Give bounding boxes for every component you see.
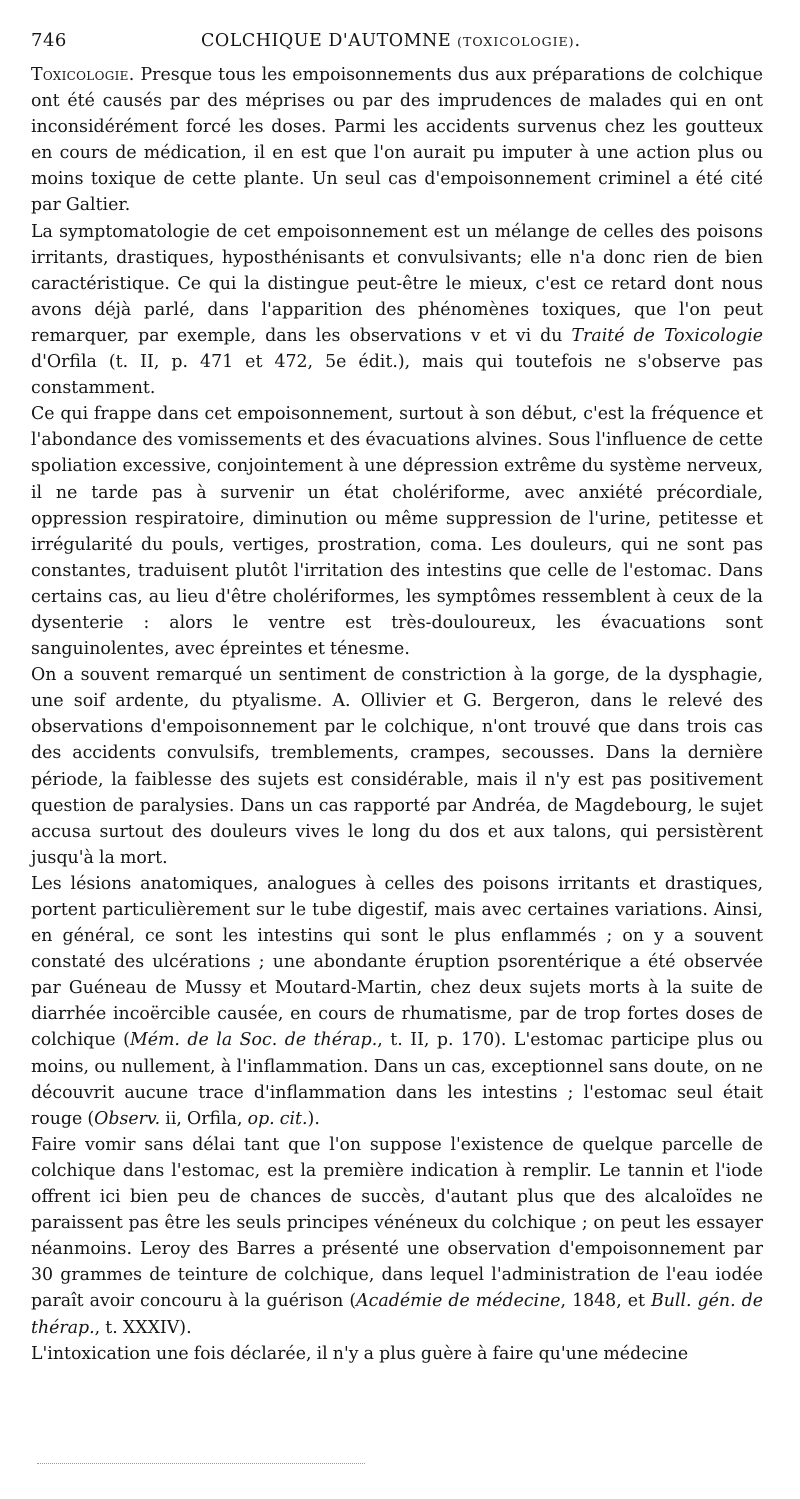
- paragraph-traitement: [31, 1132, 763, 1341]
- running-head: [31, 30, 763, 60]
- paragraph-text: , t. XXXIV).: [94, 1317, 192, 1338]
- running-title-end: .: [574, 31, 581, 51]
- body-text: [31, 62, 763, 1367]
- italic-reference: Mém. de la Soc. de thérap.: [129, 1030, 378, 1051]
- section-lead-word: Toxicologie.: [31, 65, 135, 85]
- paragraph-text: Faire vomir sans délai tant que l'on suppose l'existence de quelque parcelle de colchique dans l'estomac, est la première indication à remplir. Le tannin et l'iode offrent ici bien peu de chances de succès, d'autant plus que des alcaloïdes ne paraissent pas être les seuls principes vénéneux du colchique ; on peut les essayer néanmoins. Leroy des Barres a présenté une observation d'empoisonnement par 30 grammes de teinture de colchique, dans lequel l'administration de l'eau iodée paraît avoir concouru à la guérison (: [31, 1134, 763, 1312]
- italic-reference: Bull. gén. de thérap.: [31, 1291, 763, 1338]
- paragraph-toxicologie: [31, 62, 763, 219]
- paragraph-text: L'intoxication une fois déclarée, il n'y a plus guère à faire qu'une médecine: [31, 1343, 689, 1364]
- paragraph-constriction: [31, 662, 763, 871]
- paragraph-text: La symptomatologie de cet empoisonnement est un mélange de celles des poisons irritants, drastiques, hyposthénisants et convulsivants; elle n'a donc rien de bien caractéristique. Ce qui la distingue peut-être le mieux, c'est ce retard dont nous avons déjà parlé, dans l'apparition des phénomènes toxiques, que l'on peut remarquer, par exemple, dans les observations v et vi du: [31, 221, 763, 346]
- paragraph-text: Ce qui frappe dans cet empoisonnement, surtout à son début, c'est la fréquence et l'abondance des vomissements et des évacuations alvines. Sous l'influence de cette spoliation excessive, conjointement à une dépression extrême du système nerveux, il ne tarde pas à survenir un état cholériforme, avec anxiété précordiale, oppression respiratoire, diminution ou même suppression de l'urine, petitesse et irrégularité du pouls, vertiges, prostration, coma. Les douleurs, qui ne sont pas constantes, traduisent plutôt l'irritation des intestins que celle de l'estomac. Dans certains cas, au lieu d'être cholériformes, les symptômes ressemblent à ceux de la dysenterie : alors le ventre est très-douloureux, les évacuations sont sanguinolentes, avec épreintes et ténesme.: [31, 404, 763, 660]
- running-title-section: (TOXICOLOGIE): [457, 34, 575, 49]
- footer-rule: [37, 1463, 365, 1464]
- paragraph-text: Presque tous les empoisonnements dus aux préparations de colchique ont été causés par des méprises ou par des imprudences de malades qui en ont inconsidérément forcé les doses. Parmi les accidents survenus chez les goutteux en cours de médication, il en est que l'on aurait pu imputer à une action plus ou moins toxique de cette plante. Un seul cas d'empoisonnement criminel a été cité par Galtier.: [31, 65, 763, 216]
- page-number: 746: [31, 30, 67, 51]
- italic-reference: Observ.: [94, 1108, 161, 1129]
- paragraph-symptomatologie: [31, 219, 763, 402]
- italic-reference: op. cit.: [247, 1108, 308, 1129]
- paragraph-lesions: [31, 871, 763, 1132]
- running-title: [201, 31, 763, 51]
- paragraph-intoxication: [31, 1341, 763, 1367]
- paragraph-text: , 1848, et: [560, 1291, 651, 1312]
- paragraph-text: , t. II, p. 170). L'estomac participe plus ou moins, ou nullement, à l'inflammation. Dans un cas, exceptionnel sans doute, on ne découvrit aucune trace d'inflammation dans les intestins ; l'estomac seul était rouge (: [31, 1030, 763, 1129]
- italic-reference: Traité de Toxicologie: [571, 325, 764, 346]
- paragraph-text: On a souvent remarqué un sentiment de constriction à la gorge, de la dysphagie, une soif ardente, du ptyalisme. A. Ollivier et G. Bergeron, dans le relevé des observations d'empoisonnement par le colchique, n'ont trouvé que dans trois cas des accidents convulsifs, tremblements, crampes, secousses. Dans la dernière période, la faiblesse des sujets est considérable, mais il n'y est pas positivement question de paralysies. Dans un cas rapporté par Andréa, de Magdebourg, le sujet accusa surtout des douleurs vives le long du dos et aux talons, qui persistèrent jusqu'à la mort.: [31, 665, 763, 868]
- italic-reference: Académie de médecine: [356, 1291, 561, 1312]
- paragraph-text: ).: [307, 1108, 320, 1129]
- paragraph-text: d'Orfila (t. II, p. 471 et 472, 5e édit.), mais qui toutefois ne s'observe pas constamment.: [31, 352, 763, 399]
- paragraph-evacuations: [31, 401, 763, 662]
- paragraph-text: ii, Orfila,: [160, 1108, 248, 1129]
- paragraph-text: Les lésions anatomiques, analogues à celles des poisons irritants et drastiques, portent particulièrement sur le tube digestif, mais avec certaines variations. Ainsi, en général, ce sont les intestins qui sont le plus enflammés ; on y a souvent constaté des ulcérations ; une abondante éruption psorentérique a été observée par Guéneau de Mussy et Moutard-Martin, chez deux sujets morts à la suite de diarrhée incoërcible causée, en cours de rhumatisme, par de trop fortes doses de colchique (: [31, 873, 763, 1051]
- book-page: [31, 30, 763, 1367]
- running-title-main: COLCHIQUE D'AUTOMNE: [201, 31, 458, 51]
